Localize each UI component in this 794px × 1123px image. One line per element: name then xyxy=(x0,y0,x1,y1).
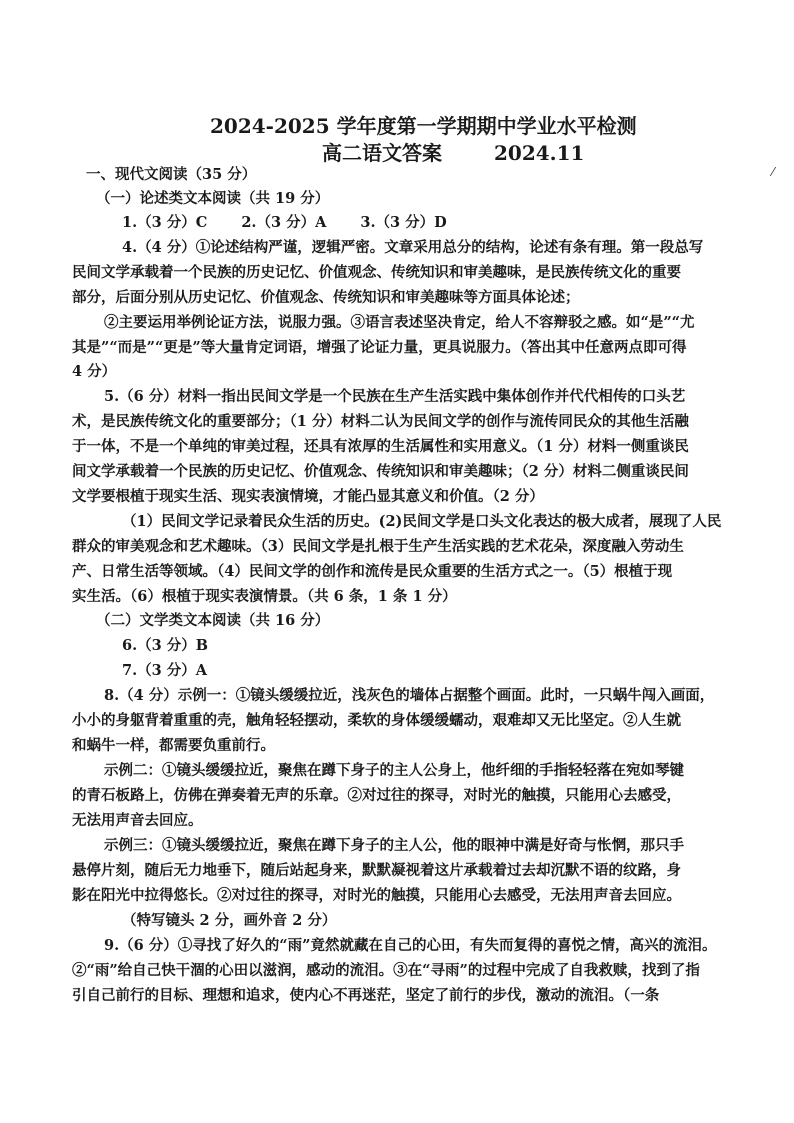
page-title: 2024-2025 学年度第一学期期中学业水平检测 xyxy=(210,114,637,138)
subtitle-text: 高二语文答案 xyxy=(322,141,442,165)
q8-line: （特写镜头 2 分，画外音 2 分） xyxy=(122,912,337,929)
part1-heading: （一）论述类文本阅读（共 19 分） xyxy=(96,190,330,207)
q9-line: ②“雨”给自己快干涸的心田以滋润，感动的流泪。③在“寻雨”的过程中完成了自我救赎，找到了指 xyxy=(72,962,700,979)
q5-line: 于一体，不是一个单纯的审美过程，还具有浓厚的生活属性和实用意义。（1 分）材料一侧重谈民 xyxy=(72,438,689,455)
q5-line: 文学要根植于现实生活、现实表演情境，才能凸显其意义和价值。（2 分） xyxy=(72,488,544,505)
edge-mark: ⁄ xyxy=(772,165,775,179)
answer-q3: 3.（3 分）D xyxy=(360,214,447,231)
q8-line: 的青石板路上，仿佛在弹奏着无声的乐章。②对过往的探寻，对时光的触摸，只能用心去感受， xyxy=(72,787,681,804)
q5-line: 术，是民族传统文化的重要部分；（1 分）材料二认为民间文学的创作与流传同民众的其他生活融 xyxy=(72,413,689,430)
answer-q7: 7.（3 分）A xyxy=(122,662,208,679)
answer-q6: 6.（3 分）B xyxy=(122,637,209,654)
q8-line: 影在阳光中拉得悠长。②对过往的探寻，对时光的触摸，只能用心去感受，无法用声音去回应。 xyxy=(72,887,681,904)
page-subtitle xyxy=(322,137,622,166)
answers-row-1 xyxy=(122,213,762,233)
q5-line: 产、日常生活等领域。（4）民间文学的创作和流传是民众重要的生活方式之一。（5）根植于现 xyxy=(72,563,673,580)
q8-line: 示例二：①镜头缓缓拉近，聚焦在蹲下身子的主人公身上，他纤细的手指轻轻落在宛如琴键 xyxy=(104,762,684,779)
q5-line: 间文学承载着一个民族的历史记忆、价值观念、传统知识和审美趣味；（2 分）材料二侧重谈民间 xyxy=(72,463,689,480)
q9-line: 9.（6 分）①寻找了好久的“雨”竟然就藏在自己的心田，有失而复得的喜悦之情，高兴的流泪。 xyxy=(104,937,717,954)
q4-line: 部分，后面分别从历史记忆、价值观念、传统知识和审美趣味等方面具体论述； xyxy=(72,289,580,306)
watermark: ​ xyxy=(110,720,167,811)
q4-line: 4 分） xyxy=(72,363,117,380)
q8-line: 8.（4 分）示例一：①镜头缓缓拉近，浅灰色的墙体占据整个画面。此时，一只蜗牛闯入画面， xyxy=(104,687,715,704)
q4-line: 民间文学承载着一个民族的历史记忆、价值观念、传统知识和审美趣味，是民族传统文化的重要 xyxy=(72,264,681,281)
q9-line: 引自己前行的目标、理想和追求，使内心不再迷茫，坚定了前行的步伐，激动的流泪。（一条 xyxy=(72,987,660,1004)
answer-q2: 2.（3 分）A xyxy=(241,214,327,231)
q4-line: 4.（4 分）①论述结构严谨，逻辑严密。文章采用总分的结构，论述有条有理。第一段总写 xyxy=(122,239,704,256)
part2-heading: （二）文学类文本阅读（共 16 分） xyxy=(96,612,330,629)
answer-q1: 1.（3 分）C xyxy=(122,214,208,231)
q8-line: 示例三：①镜头缓缓拉近，聚焦在蹲下身子的主人公，他的眼神中满是好奇与怅惘，那只手 xyxy=(104,837,684,854)
q8-line: 和蜗牛一样，都需要负重前行。 xyxy=(72,737,275,754)
q4-line: 其是”“而是”“更是”等大量肯定词语，增强了论证力量，更具说服力。（答出其中任意两点即可得 xyxy=(72,339,687,356)
q5-line: 5.（6 分）材料一指出民间文学是一个民族在生产生活实践中集体创作并代代相传的口头艺 xyxy=(104,388,686,405)
q5-line: 实生活。（6）根植于现实表演情景。（共 6 条，1 条 1 分） xyxy=(72,588,457,605)
q5-line: 群众的审美观念和艺术趣味。（3）民间文学是扎根于生产生活实践的艺术花朵，深度融入劳动生 xyxy=(72,538,684,555)
q8-line: 悬停片刻，随后无力地垂下，随后站起身来，默默凝视着这片承载着过去却沉默不语的纹路，身 xyxy=(72,862,681,879)
section1-heading: 一、现代文阅读（35 分） xyxy=(86,166,257,183)
q8-line: 无法用声音去回应。 xyxy=(72,812,203,829)
q5-line: （1）民间文学记录着民众生活的历史。(2)民间文学是口头文化表达的极大成者，展现了人民 xyxy=(122,513,722,530)
q4-line: ②主要运用举例论证方法，说服力强。③语言表述坚决肯定，给人不容辩驳之感。如“是”“尤 xyxy=(104,314,695,331)
q8-line: 小小的身躯背着重重的壳，触角轻轻摆动，柔软的身体缓缓蠕动，艰难却又无比坚定。②人生就 xyxy=(72,712,681,729)
date-text: 2024.11 xyxy=(494,141,585,165)
